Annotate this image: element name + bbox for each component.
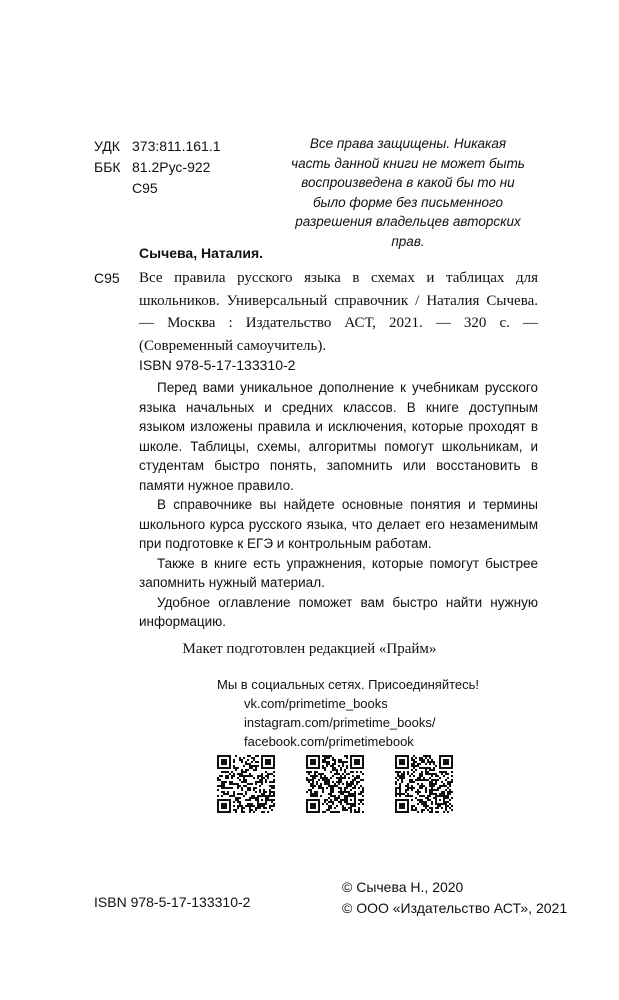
author-code: С95: [132, 180, 158, 196]
udk-value: 373:811.161.1: [132, 138, 221, 154]
author-code-row: [94, 178, 221, 199]
social-link-vk[interactable]: vk.com/primetime_books: [244, 696, 388, 711]
udk-label: УДК: [94, 138, 120, 154]
annotation: [139, 378, 538, 632]
code-marker: С95: [94, 270, 120, 286]
author-heading: Сычева, Наталия.: [139, 245, 264, 261]
bbk-value: 81.2Рус-922: [132, 159, 211, 175]
social-link-facebook[interactable]: facebook.com/primetimebook: [244, 734, 414, 749]
qr-icon: [217, 755, 275, 813]
prepared-by: Макет подготовлен редакцией «Прайм»: [182, 641, 437, 657]
classification-block: [94, 136, 221, 199]
annotation-paragraph: Также в книге есть упражнения, которые помогут быстрее запомнить нужный материал.: [139, 555, 538, 590]
social-link-instagram[interactable]: instagram.com/primetime_books/: [244, 715, 436, 730]
bibliographic-text: Все правила русского языка в схемах и таблицах для школьников. Универсальный справочник / Наталия Сычева. — Москва : Издательство АСТ, 2021. — 320 с. — (Современный самоучитель).: [139, 270, 538, 354]
bibliographic-description: [139, 267, 538, 357]
rights-notice: Все права защищены. Никакая часть данной книги не может быть воспроизведена в какой бы то ни было форме без письменного разрешения владельцев авторских прав.: [291, 136, 525, 249]
copyright-publisher: © ООО «Издательство АСТ», 2021: [342, 900, 568, 916]
copyright-block: [342, 877, 567, 919]
isbn-top: ISBN 978-5-17-133310-2: [139, 357, 296, 373]
qr-icon: [306, 755, 364, 813]
bbk-label: ББК: [94, 159, 121, 175]
instagram-qr-code[interactable]: [306, 755, 364, 813]
annotation-paragraph: Перед вами уникальное дополнение к учебникам русского языка начальных и средних классов. В книге доступным языком изложены правила и исключения, которые проходят в школе. Таблицы, схемы, алгоритмы помогут школьникам, и студентам быстро понять, запомнить или восстановить в памяти нужное правило.: [139, 380, 538, 493]
vk-qr-code[interactable]: [217, 755, 275, 813]
isbn-bottom: ISBN 978-5-17-133310-2: [94, 894, 251, 910]
qr-icon: [395, 755, 453, 813]
annotation-paragraph: В справочнике вы найдете основные понятия и термины школьного курса русского языка, что делает его незаменимым при подготовке к ЕГЭ и контрольным работам.: [139, 497, 538, 551]
annotation-paragraph: Удобное оглавление поможет вам быстро найти нужную информацию.: [139, 594, 538, 629]
social-intro: Мы в социальных сетях. Присоединяйтесь!: [217, 677, 480, 692]
bbk-row: [94, 157, 221, 178]
facebook-qr-code[interactable]: [395, 755, 453, 813]
copyright-author: © Сычева Н., 2020: [342, 879, 464, 895]
udk-row: [94, 136, 221, 157]
